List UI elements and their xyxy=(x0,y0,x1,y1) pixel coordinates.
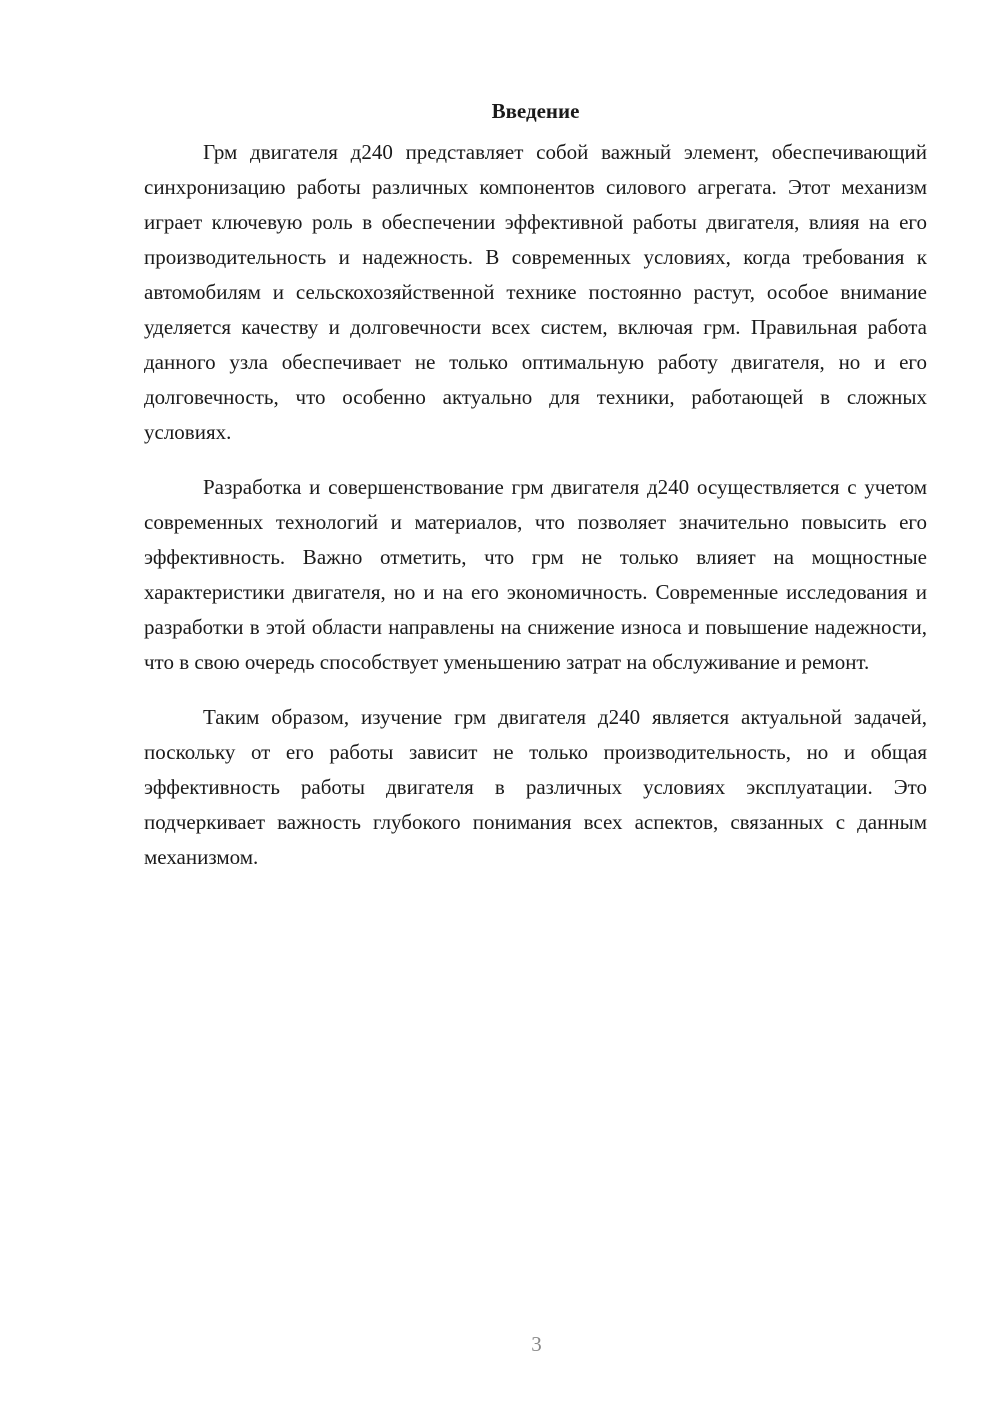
page-number: 3 xyxy=(531,1332,542,1356)
paragraph-1: Грм двигателя д240 представляет собой важный элемент, обеспечивающий синхронизацию работы различных компонентов силового агрегата. Этот механизм играет ключевую роль в обеспечении эффективной работы двигателя, влияя на его производительность и надежность. В современных условиях, когда требования к автомобилям и сельскохозяйственной технике постоянно растут, особое внимание уделяется качеству и долговечности всех систем, включая грм. Правильная работа данного узла обеспечивает не только оптимальную работу двигателя, но и его долговечность, что особенно актуально для техники, работающей в сложных условиях. xyxy=(144,140,927,444)
section-title: Введение xyxy=(491,99,580,123)
paragraph-2: Разработка и совершенствование грм двигателя д240 осуществляется с учетом современных технологий и материалов, что позволяет значительно повысить его эффективность. Важно отметить, что грм не только влияет на мощностные характеристики двигателя, но и на его экономичность. Современные исследования и разработки в этой области направлены на снижение износа и повышение надежности, что в свою очередь способствует уменьшению затрат на обслуживание и ремонт. xyxy=(144,475,927,674)
paragraph-3: Таким образом, изучение грм двигателя д240 является актуальной задачей, поскольку от его работы зависит не только производительность, но и общая эффективность работы двигателя в различных условиях эксплуатации. Это подчеркивает важность глубокого понимания всех аспектов, связанных с данным механизмом. xyxy=(144,705,927,869)
page-content xyxy=(144,96,927,895)
